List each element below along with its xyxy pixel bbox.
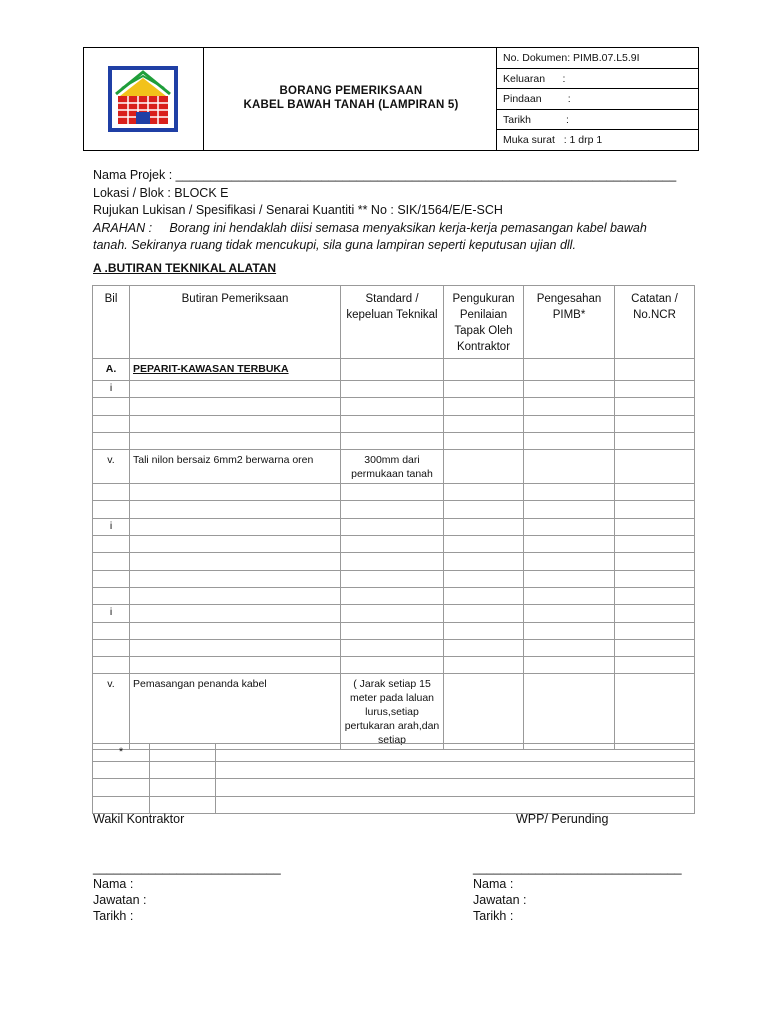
table-row — [93, 501, 695, 518]
arahan — [93, 220, 703, 238]
penanda-kabel-standard: ( Jarak setiap 15 meter pada laluan lurus,setiap pertukaran arah,dan setiap — [341, 674, 444, 750]
tali-nilon-standard: 300mm dari permukaan tanah — [341, 450, 444, 484]
table-cell[interactable] — [130, 381, 341, 398]
left-tarikh: Tarikh : — [93, 909, 134, 923]
table-row — [93, 674, 695, 750]
col-bil: Bil — [93, 286, 130, 359]
table-cell[interactable] — [615, 359, 695, 381]
left-nama: Nama : — [93, 877, 134, 891]
table-row — [93, 359, 695, 381]
section-title: PEPARIT-KAWASAN TERBUKA — [130, 359, 341, 381]
table-cell[interactable] — [341, 359, 444, 381]
row-bil: i — [93, 518, 130, 535]
table-cell[interactable] — [615, 674, 695, 750]
right-jawatan: Jawatan : — [473, 893, 527, 907]
table-row — [93, 536, 695, 553]
wpp-perunding-label: WPP/ Perunding — [516, 812, 609, 826]
table-cell[interactable] — [524, 674, 615, 750]
left-signature-block — [93, 876, 147, 924]
table-cell[interactable] — [615, 381, 695, 398]
table-row — [93, 484, 695, 501]
table-cell[interactable] — [444, 674, 524, 750]
lokasi-blok: Lokasi / Blok : BLOCK E — [93, 185, 229, 200]
table-header-row — [93, 286, 695, 359]
form-title — [205, 84, 497, 112]
section-bil: A. — [93, 359, 130, 381]
right-signature-line[interactable]: ______________________________ — [473, 861, 682, 875]
logo-cell — [84, 48, 204, 150]
document-meta — [496, 47, 699, 151]
project-info — [93, 167, 703, 255]
table-row — [93, 450, 695, 484]
table-cell[interactable] — [444, 359, 524, 381]
section-a-title: A .BUTIRAN TEKNIKAL ALATAN — [93, 261, 277, 275]
col-butiran: Butiran Pemeriksaan — [130, 286, 341, 359]
table-cell[interactable] — [444, 381, 524, 398]
table-cell[interactable] — [524, 381, 615, 398]
company-logo — [108, 66, 178, 132]
meta-keluaran: Keluaran : — [497, 69, 698, 90]
inspection-table — [92, 285, 695, 750]
left-jawatan: Jawatan : — [93, 893, 147, 907]
table-row — [93, 518, 695, 535]
table-cell[interactable] — [615, 450, 695, 484]
form-title-line2: KABEL BAWAH TANAH (LAMPIRAN 5) — [243, 99, 459, 111]
table-row — [93, 779, 695, 797]
table-cell[interactable] — [524, 359, 615, 381]
legend-star: * — [93, 744, 150, 762]
form-title-line1: BORANG PEMERIKSAAN — [279, 85, 423, 97]
left-signature-line[interactable]: ___________________________ — [93, 861, 281, 875]
table-cell[interactable] — [524, 450, 615, 484]
table-cell[interactable] — [341, 381, 444, 398]
table-row — [93, 622, 695, 639]
row-bil: v. — [93, 674, 130, 750]
col-standard: Standard / kepeluan Teknikal — [341, 286, 444, 359]
meta-muka-surat: Muka surat : 1 drp 1 — [503, 134, 603, 147]
document-header — [83, 47, 497, 151]
table-row — [93, 553, 695, 570]
meta-tarikh: Tarikh : — [497, 110, 698, 131]
table-row — [93, 605, 695, 622]
wakil-kontraktor-label: Wakil Kontraktor — [93, 812, 185, 826]
meta-pindaan: Pindaan : — [497, 89, 698, 110]
table-row — [93, 381, 695, 398]
meta-no-dokumen: No. Dokumen: PIMB.07.L5.9I — [497, 48, 698, 69]
col-pengukuran: Pengukuran Penilaian Tapak Oleh Kontraktor — [444, 286, 524, 359]
arahan-text-2: tanah. Sekiranya ruang tidak mencukupi, sila guna lampiran seperti keputusan ujian dll. — [93, 238, 576, 252]
tali-nilon-item: Tali nilon bersaiz 6mm2 berwarna oren — [130, 450, 341, 484]
table-row — [93, 587, 695, 604]
col-catatan: Catatan / No.NCR — [615, 286, 695, 359]
table-row — [93, 570, 695, 587]
nama-projek-field[interactable]: Nama Projek : ________________________________________________________________________ — [93, 168, 677, 182]
table-cell[interactable] — [444, 450, 524, 484]
row-bil: i — [93, 605, 130, 622]
table-row — [93, 657, 695, 674]
table-row — [93, 639, 695, 656]
arahan-label: ARAHAN : — [93, 220, 153, 235]
table-row — [93, 398, 695, 415]
right-nama: Nama : — [473, 877, 514, 891]
right-tarikh: Tarikh : — [473, 909, 514, 923]
right-signature-block — [473, 876, 527, 924]
legend-table — [92, 743, 695, 814]
arahan-text: Borang ini hendaklah diisi semasa menyaksikan kerja-kerja pemasangan kabel bawah — [169, 220, 647, 235]
table-row — [93, 761, 695, 779]
table-row — [93, 432, 695, 449]
rujukan-lukisan: Rujukan Lukisan / Spesifikasi / Senarai Kuantiti ** No : SIK/1564/E/E-SCH — [93, 203, 503, 217]
table-row — [93, 744, 695, 762]
row-bil: i — [93, 381, 130, 398]
col-pengesahan: Pengesahan PIMB* — [524, 286, 615, 359]
penanda-kabel-item: Pemasangan penanda kabel — [130, 674, 341, 750]
table-row — [93, 415, 695, 432]
row-bil: v. — [93, 450, 130, 484]
